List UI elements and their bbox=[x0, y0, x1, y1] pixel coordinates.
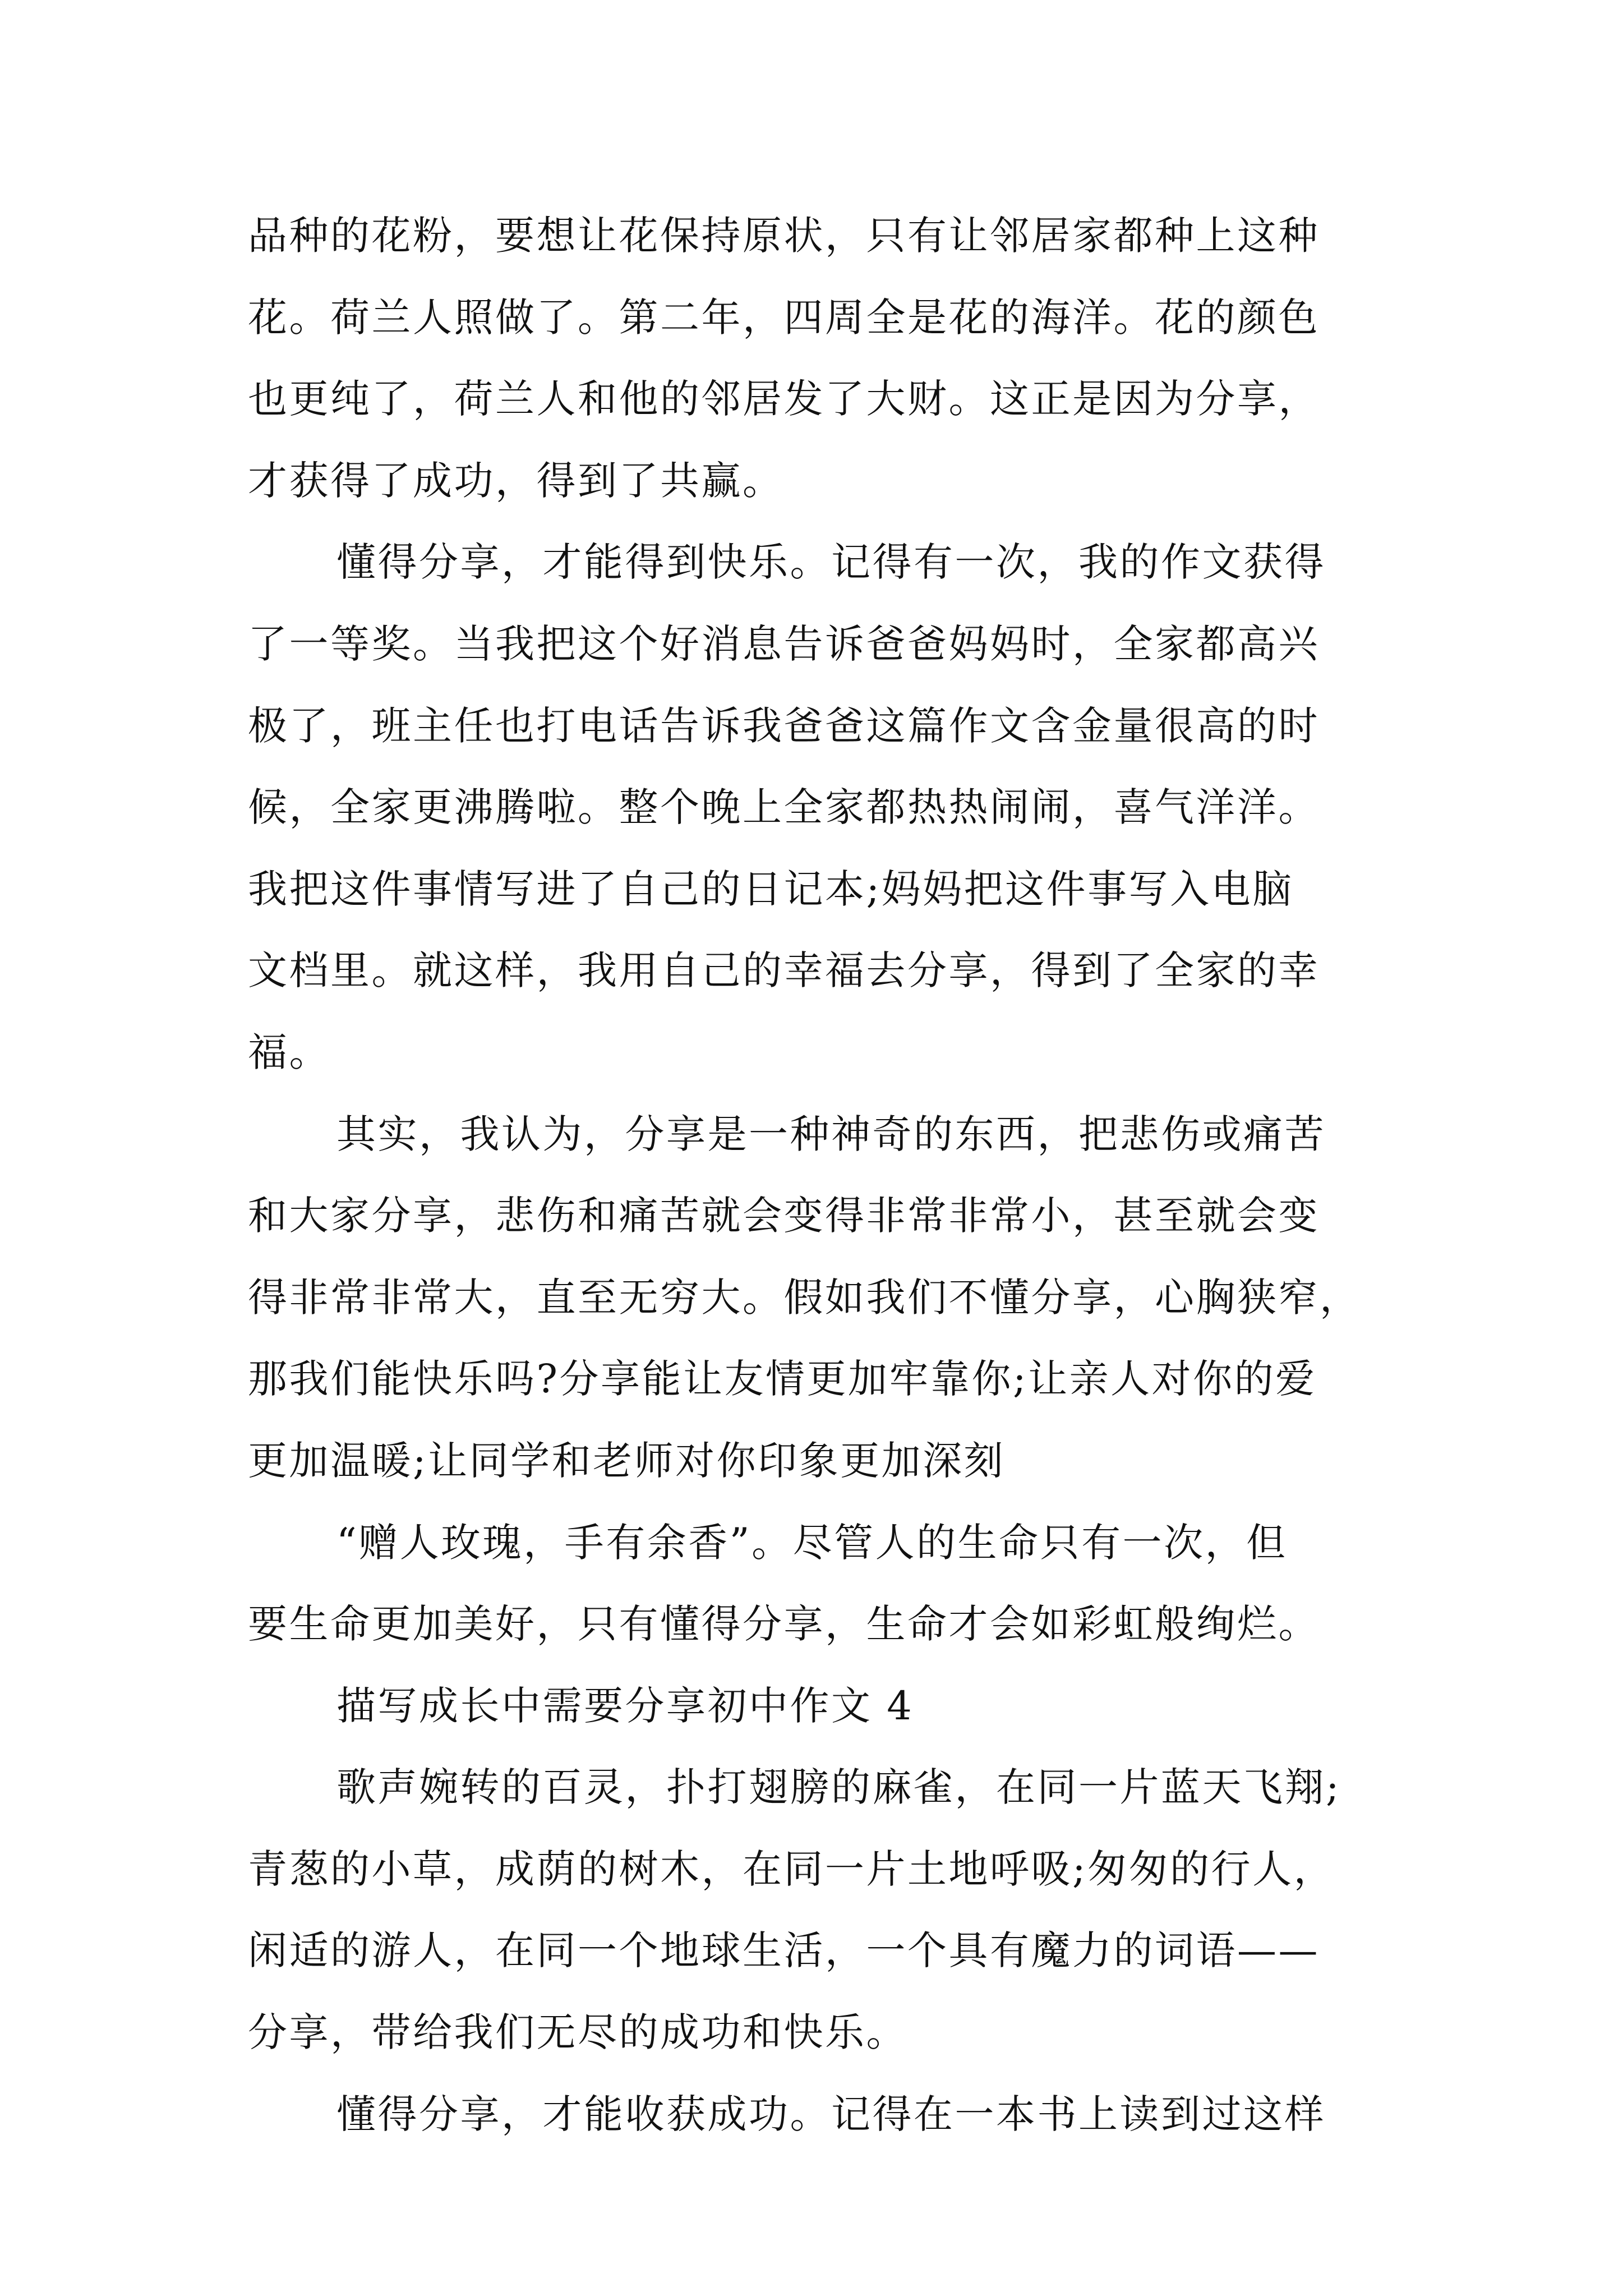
text-line: 我把这件事情写进了自己的日记本;妈妈把这件事写入电脑 bbox=[248, 866, 1294, 912]
text-line: 候，全家更沸腾啦。整个晚上全家都热热闹闹，喜气洋洋。 bbox=[248, 784, 1320, 831]
text-line: 也更纯了，荷兰人和他的邻居发了大财。这正是因为分享， bbox=[248, 376, 1320, 422]
paragraph-first-line: “赠人玫瑰，手有余香”。尽管人的生命只有一次，但 bbox=[336, 1519, 1288, 1566]
text-line: 和大家分享，悲伤和痛苦就会变得非常非常小，甚至就会变 bbox=[248, 1193, 1320, 1239]
paragraph-first-line: 其实，我认为，分享是一种神奇的东西，把悲伤或痛苦 bbox=[336, 1111, 1326, 1157]
text-line: 花。荷兰人照做了。第二年，四周全是花的海洋。花的颜色 bbox=[248, 294, 1320, 341]
text-line: 青葱的小草，成荫的树木，在同一片土地呼吸;匆匆的行人， bbox=[248, 1846, 1335, 1892]
text-line: 品种的花粉，要想让花保持原状，只有让邻居家都种上这种 bbox=[248, 213, 1320, 259]
paragraph-first-line: 懂得分享，才能得到快乐。记得有一次，我的作文获得 bbox=[336, 539, 1326, 586]
paragraph-first-line: 懂得分享，才能收获成功。记得在一本书上读到过这样 bbox=[336, 2091, 1326, 2137]
text-line: 得非常非常大，直至无穷大。假如我们不懂分享，心胸狭窄， bbox=[248, 1274, 1361, 1320]
text-line: 文档里。就这样，我用自己的幸福去分享，得到了全家的幸 bbox=[248, 947, 1320, 994]
text-line: 要生命更加美好，只有懂得分享，生命才会如彩虹般绚烂。 bbox=[248, 1601, 1320, 1648]
text-line: 那我们能快乐吗?分享能让友情更加牢靠你;让亲人对你的爱 bbox=[248, 1356, 1317, 1402]
section-heading: 描写成长中需要分享初中作文 4 bbox=[336, 1682, 914, 1729]
text-line: 闲适的游人，在同一个地球生活，一个具有魔力的词语—— bbox=[248, 1927, 1320, 1974]
body-text bbox=[248, 195, 1398, 2155]
text-line: 极了，班主任也打电话告诉我爸爸这篇作文含金量很高的时 bbox=[248, 702, 1320, 749]
text-line: 福。 bbox=[248, 1029, 330, 1075]
text-line: 更加温暖;让同学和老师对你印象更加深刻 bbox=[248, 1437, 1006, 1484]
text-line: 分享，带给我们无尽的成功和快乐。 bbox=[248, 2009, 907, 2056]
text-line: 才获得了成功，得到了共赢。 bbox=[248, 457, 784, 504]
text-line: 了一等奖。当我把这个好消息告诉爸爸妈妈时，全家都高兴 bbox=[248, 620, 1320, 667]
paragraph-first-line: 歌声婉转的百灵，扑打翅膀的麻雀，在同一片蓝天飞翔; bbox=[336, 1764, 1341, 1811]
